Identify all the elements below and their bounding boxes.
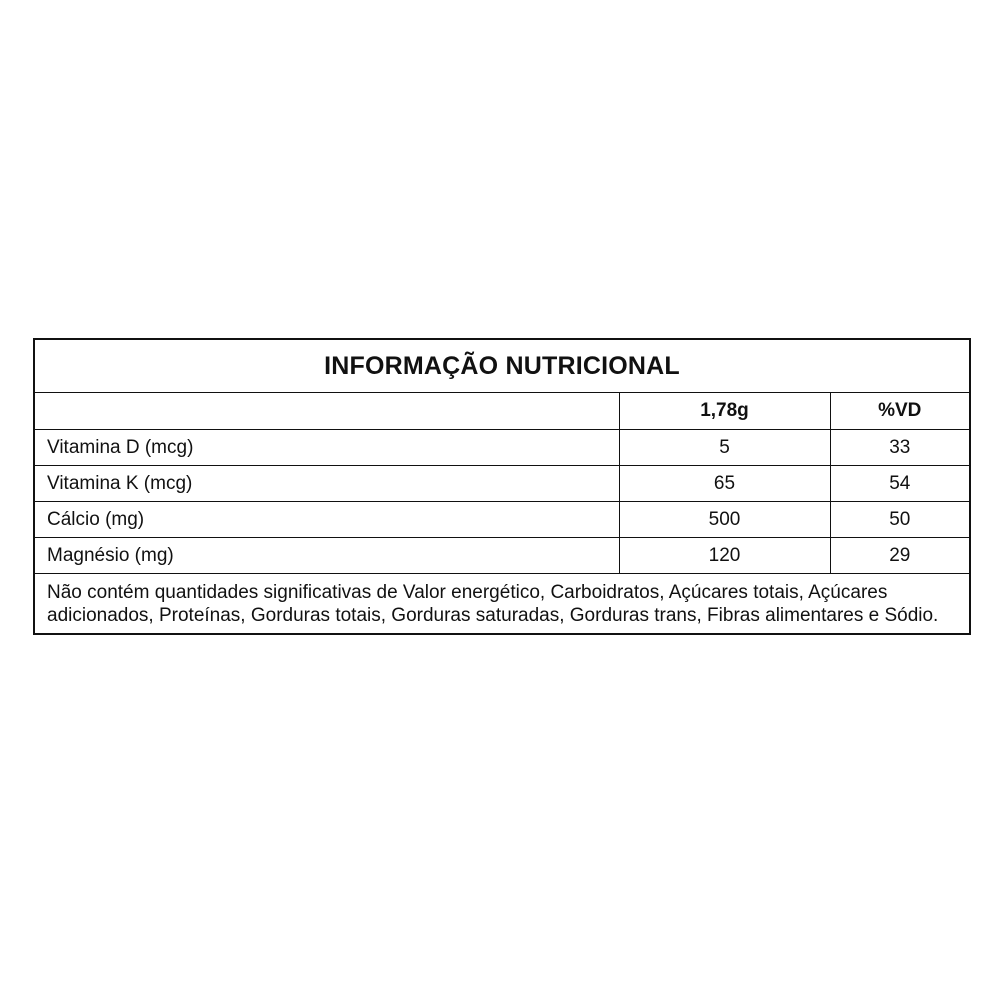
nutrient-name: Magnésio (mg)	[34, 538, 619, 574]
table-row	[34, 502, 970, 538]
header-daily-value: %VD	[830, 393, 970, 430]
table-row	[34, 430, 970, 466]
footnote-text: Não contém quantidades significativas de Valor energético, Carboidratos, Açúcares totais, Açúcares adicionados, Proteínas, Gorduras totais, Gorduras saturadas, Gorduras trans, Fibras alimentares e Sódio.	[34, 574, 970, 635]
title-row	[34, 339, 970, 393]
nutrient-daily-value: 33	[830, 430, 970, 466]
nutrient-amount: 5	[619, 430, 830, 466]
nutrient-amount: 65	[619, 466, 830, 502]
table-title: INFORMAÇÃO NUTRICIONAL	[34, 339, 970, 393]
nutrient-amount: 500	[619, 502, 830, 538]
nutrient-name: Vitamina D (mcg)	[34, 430, 619, 466]
footnote-row	[34, 574, 970, 635]
nutrient-name: Vitamina K (mcg)	[34, 466, 619, 502]
header-serving-size: 1,78g	[619, 393, 830, 430]
nutrient-name: Cálcio (mg)	[34, 502, 619, 538]
table-row	[34, 538, 970, 574]
nutrition-facts-table	[33, 338, 971, 635]
nutrient-daily-value: 54	[830, 466, 970, 502]
table-row	[34, 466, 970, 502]
nutrient-amount: 120	[619, 538, 830, 574]
header-nutrient	[34, 393, 619, 430]
nutrient-daily-value: 29	[830, 538, 970, 574]
header-row	[34, 393, 970, 430]
nutrient-daily-value: 50	[830, 502, 970, 538]
